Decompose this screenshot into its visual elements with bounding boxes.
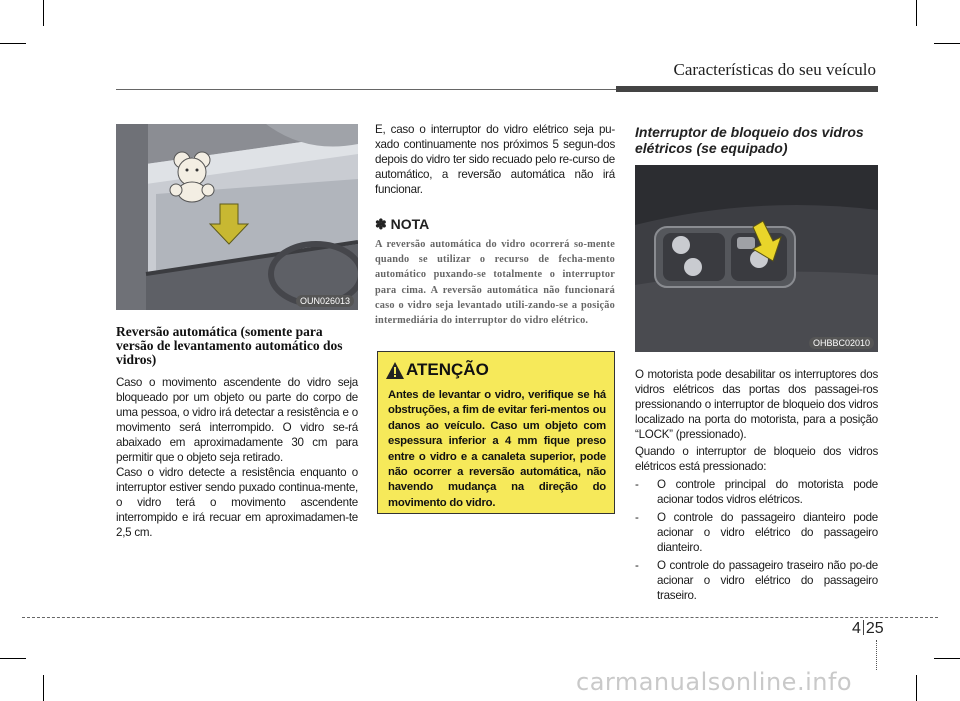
crop-mark [934, 658, 960, 659]
crop-mark [43, 675, 44, 701]
page-number-value: 25 [865, 620, 884, 637]
reversal-heading: Reversão automática (somente para versão de levantamento automático dos vidros) [116, 324, 343, 367]
paragraph: Caso o movimento ascendente do vidro seja bloqueado por um objeto ou parte do corpo de uma pessoa, o vidro irá detectar a resistência e o movimento será interrompido. O vidro se-rá abaixado em aproximadamente 30 cm para permitir que o objeto seja retirado. [116, 376, 358, 464]
watermark: carmanualsonline.info [576, 668, 853, 696]
list-item: - O controle do passageiro dianteiro pode acionar o vidro elétrico do passageiro dianteiro. [635, 511, 878, 554]
list-item: - O controle do passageiro traseiro não po-de acionar o vidro elétrico do passageiro traseiro. [635, 559, 878, 602]
warning-box [377, 351, 615, 514]
crop-mark [43, 0, 44, 26]
nota-heading [375, 216, 429, 233]
section-title: Características do seu veículo [673, 60, 876, 79]
paragraph: Caso o vidro detecte a resistência enquanto o interruptor estiver sendo puxado continua-mente, o vidro terá o movimento ascendente interrompido e irá recuar em aproximadamen-te 2,5 cm. [116, 466, 358, 539]
crop-mark [0, 658, 26, 659]
middle-intro: E, caso o interruptor do vidro elétrico seja pu-xado continuamente nos próximos 5 segun-dos depois do vidro ter sido recuado pelo re-curso de automático, a reversão automática não irá funcionar. [375, 123, 615, 196]
chapter-number: 4 [852, 620, 861, 637]
crop-mark [916, 675, 917, 701]
header-rule [116, 89, 616, 90]
lock-switch-heading: Interruptor de bloqueio dos vidros elétricos (se equipado) [635, 124, 864, 156]
warning-triangle-icon [386, 362, 404, 379]
image-code: OUN026013 [296, 295, 354, 307]
crop-mark [916, 0, 917, 26]
header-bar [616, 86, 878, 92]
window-switch-icon [684, 258, 702, 276]
paragraph: Quando o interruptor de bloqueio dos vidros elétricos está pressionado: [635, 445, 878, 473]
footer-divider [876, 640, 877, 670]
footer-rule [22, 617, 938, 618]
nota-symbol: ✽ [375, 216, 387, 232]
list-item: - O controle principal do motorista pode acionar todos vidros elétricos. [635, 478, 878, 506]
window-lock-switch-photo [635, 165, 878, 352]
right-body [635, 367, 878, 606]
left-body [116, 375, 358, 540]
window-switch-icon [672, 236, 690, 254]
nota-title: NOTA [390, 216, 430, 232]
paragraph: O motorista pode desabilitar os interruptores dos vidros elétricos das portas dos passagei-ros pressionando o interruptor de bloqueio dos vidros localizado na porta do motorista, para a posição “LOCK” (pressionado). [635, 368, 878, 441]
window-reversal-illustration [116, 124, 358, 310]
crop-mark [0, 43, 26, 44]
lock-effects-list [635, 477, 878, 603]
lock-switch-icon [737, 237, 755, 249]
warning-text: Antes de levantar o vidro, verifique se há obstruções, a fim de evitar feri-mentos ou danos ao veículo. Caso um objeto com espessura inferior a 4 mm fique preso entre o vidro e a canaleta superior, pode não ocorrer a reversão automática, não havendo mudança na direção do movimento do vidro. [388, 389, 606, 509]
warning-title: ATENÇÃO [406, 360, 489, 379]
image-code: OHBBC02010 [809, 337, 874, 349]
car-interior-drawing [116, 124, 358, 310]
nota-text: A reversão automática do vidro ocorrerá so-mente quando se utilizar o recurso de fecha-mento automático puxando-se totalmente o interruptor para cima. A reversão automática não funcionará caso o vidro seja levantado utili-zando-se a posição intermediária do interruptor do vidro elétrico. [375, 239, 615, 327]
page-number [852, 620, 884, 638]
door-panel-drawing [635, 165, 878, 352]
crop-mark [934, 43, 960, 44]
